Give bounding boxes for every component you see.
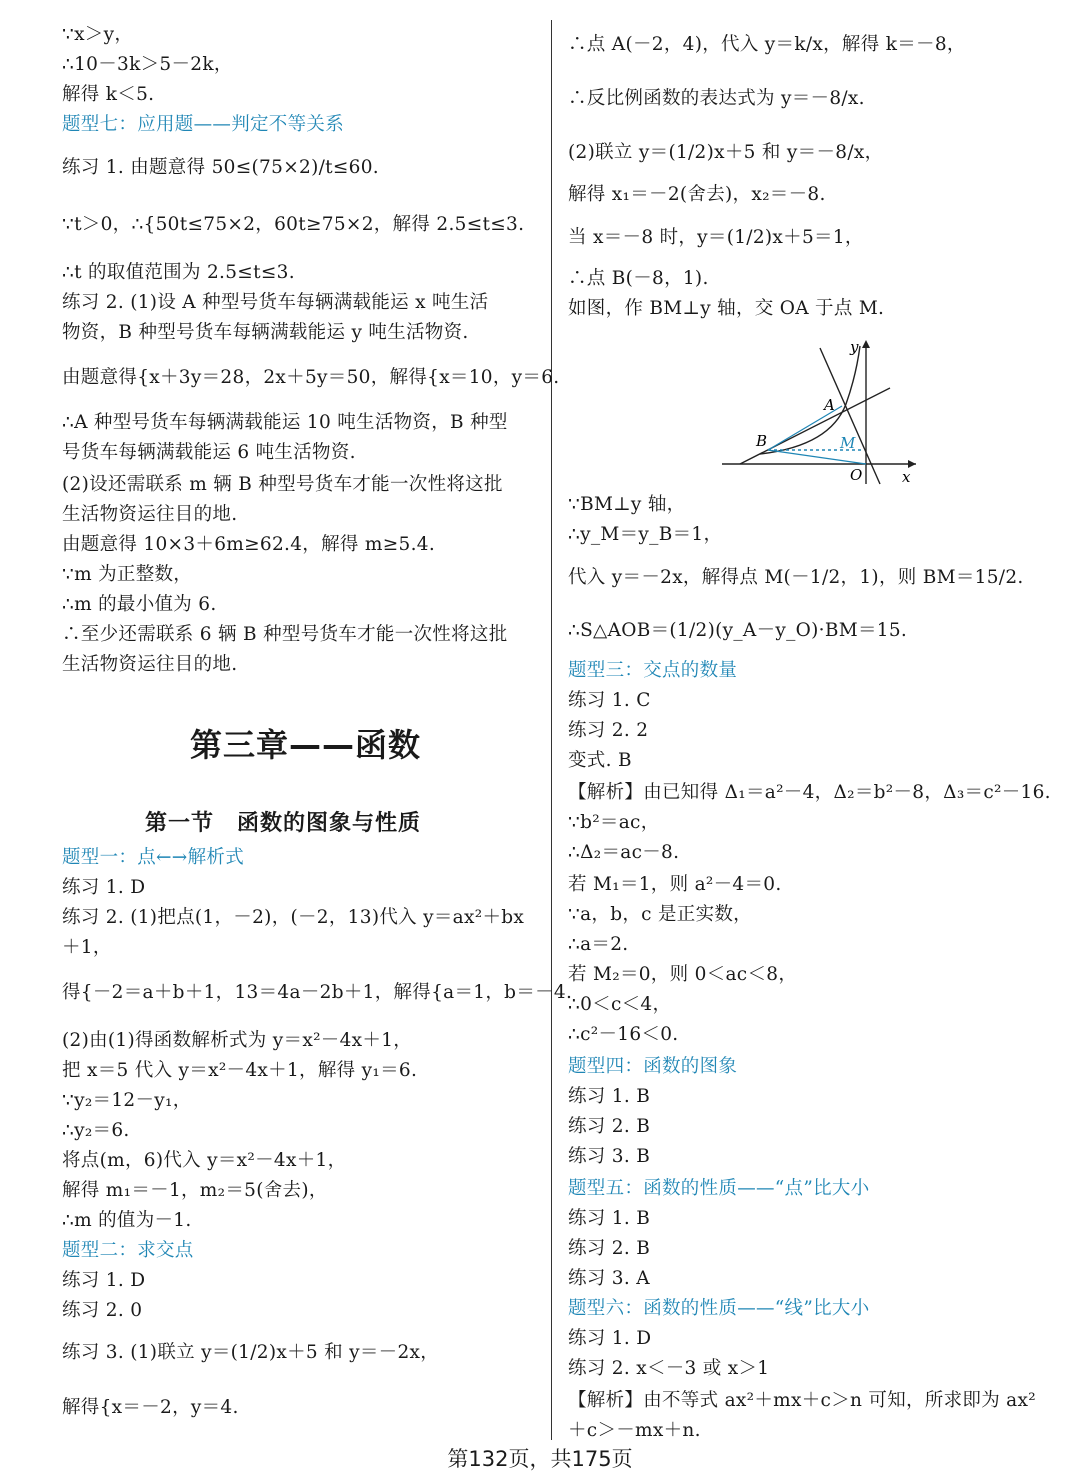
- origin-label: O: [850, 466, 863, 484]
- x-axis-arrow: [908, 460, 916, 468]
- text-line: ∴c²－16＜0.: [568, 1024, 679, 1045]
- y-axis-arrow: [862, 340, 870, 348]
- x-label: x: [902, 468, 911, 486]
- text-line: ∴S△AOB＝(1/2)(y_A－y_O)·BM＝15.: [568, 620, 908, 641]
- text-line: 号货车每辆满载能运 6 吨生活物资.: [62, 442, 356, 463]
- text-line: 练习 2. B: [568, 1116, 651, 1137]
- text-line: ∴点 A(－2，4)，代入 y＝k/x，解得 k＝－8，: [568, 34, 966, 55]
- text-line: 由题意得{x＋3y＝28，2x＋5y＝50，解得{x＝10，y＝6.: [62, 367, 560, 388]
- text-line: 生活物资运往目的地.: [62, 504, 238, 525]
- text-line: ∴y₂＝6.: [62, 1120, 130, 1141]
- segment-bo: [768, 450, 866, 464]
- text-line: 解得 x₁＝－2(舍去)，x₂＝－8.: [568, 184, 826, 205]
- text-line: 【解析】由已知得 Δ₁＝a²－4，Δ₂＝b²－8，Δ₃＝c²－16.: [568, 782, 1051, 803]
- text-line: ∴t 的取值范围为 2.5≤t≤3.: [62, 262, 295, 283]
- text-line: ∴m 的值为－1.: [62, 1210, 192, 1231]
- text-line: (2)联立 y＝(1/2)x＋5 和 y＝－8/x，: [568, 142, 884, 163]
- text-line: 若 M₂＝0，则 0＜ac＜8，: [568, 964, 798, 985]
- text-line: 代入 y＝－2x，解得点 M(－1/2，1)，则 BM＝15/2.: [568, 567, 1024, 588]
- topic-heading: 题型六：函数的性质——“线”比大小: [568, 1298, 870, 1319]
- text-line: 解得{x＝－2，y＝4.: [62, 1397, 239, 1418]
- text-line: 练习 3. B: [568, 1146, 651, 1167]
- text-line: 练习 1. D: [62, 877, 146, 898]
- text-line: 练习 1. 由题意得 50≤(75×2)/t≤60.: [62, 157, 379, 178]
- text-line: 练习 2. (1)设 A 种型号货车每辆满载能运 x 吨生活: [62, 292, 489, 313]
- function-graph-figure: [720, 336, 920, 486]
- text-line: (2)设还需联系 m 辆 B 种型号货车才能一次性将这批: [62, 474, 503, 495]
- text-line: ∵BM⊥y 轴，: [568, 494, 686, 515]
- topic-heading: 题型四：函数的图象: [568, 1056, 738, 1077]
- text-line: 物资，B 种型号货车每辆满载能运 y 吨生活物资.: [62, 322, 469, 343]
- text-line: ∴Δ₂＝ac－8.: [568, 842, 680, 863]
- text-line: 练习 2. x＜－3 或 x＞1: [568, 1358, 770, 1379]
- text-line: 练习 1. B: [568, 1086, 651, 1107]
- text-line: ∴点 B(－8，1).: [568, 268, 709, 289]
- text-line: ∴0＜c＜4，: [568, 994, 672, 1015]
- text-line: ＋1，: [62, 937, 112, 958]
- text-line: ∵t＞0，∴{50t≤75×2，60t≥75×2，解得 2.5≤t≤3.: [62, 214, 525, 235]
- text-line: ∵x＞y，: [62, 24, 134, 45]
- text-line: ∵b²＝ac，: [568, 812, 660, 833]
- text-line: 练习 2. 2: [568, 720, 649, 741]
- text-line: ∵a，b，c 是正实数，: [568, 904, 752, 925]
- line-y-half-x-plus-5: [740, 388, 890, 464]
- section-title: 第一节 函数的图象与性质: [145, 811, 422, 836]
- text-line: ∴至少还需联系 6 辆 B 种型号货车才能一次性将这批: [62, 624, 508, 645]
- text-line: ∵y₂＝12－y₁，: [62, 1090, 192, 1111]
- page-footer: 第132页，共175页: [447, 1447, 633, 1471]
- text-line: 【解析】由不等式 ax²＋mx＋c＞n 可知，所求即为 ax²: [568, 1390, 1036, 1411]
- chapter-title: 第三章——函数: [190, 726, 422, 764]
- text-line: 练习 1. D: [62, 1270, 146, 1291]
- text-line: 解得 k＜5.: [62, 84, 155, 105]
- text-line: 如图，作 BM⊥y 轴，交 OA 于点 M.: [568, 298, 885, 319]
- text-line: ＋c＞－mx＋n.: [568, 1420, 701, 1441]
- y-label: y: [850, 338, 859, 356]
- point-a-label: A: [824, 396, 835, 414]
- text-line: ∴y_M＝y_B＝1，: [568, 524, 723, 545]
- topic-heading: 题型二：求交点: [62, 1240, 194, 1261]
- topic-heading: 题型一：点←→解析式: [62, 847, 245, 868]
- text-line: 若 M₁＝1，则 a²－4＝0.: [568, 874, 782, 895]
- text-line: 练习 1. D: [568, 1328, 652, 1349]
- text-line: ∵m 为正整数，: [62, 564, 193, 585]
- text-line: 练习 1. B: [568, 1208, 651, 1229]
- topic-heading: 题型三：交点的数量: [568, 660, 738, 681]
- text-line: 练习 2. 0: [62, 1300, 143, 1321]
- text-line: 生活物资运往目的地.: [62, 654, 238, 675]
- text-line: 得{－2＝a＋b＋1，13＝4a－2b＋1，解得{a＝1，b＝－4.: [62, 982, 573, 1003]
- text-line: ∴a＝2.: [568, 934, 629, 955]
- text-line: 当 x＝－8 时，y＝(1/2)x＋5＝1，: [568, 227, 864, 248]
- text-line: 由题意得 10×3＋6m≥62.4，解得 m≥5.4.: [62, 534, 436, 555]
- text-line: 解得 m₁＝－1，m₂＝5(舍去)，: [62, 1180, 328, 1201]
- column-divider: [551, 20, 552, 1440]
- text-line: 练习 3. A: [568, 1268, 650, 1289]
- text-line: (2)由(1)得函数解析式为 y＝x²－4x＋1，: [62, 1030, 413, 1051]
- text-line: ∴m 的最小值为 6.: [62, 594, 217, 615]
- point-m-label: M: [840, 434, 856, 452]
- point-b-label: B: [756, 432, 768, 450]
- text-line: 练习 3. (1)联立 y＝(1/2)x＋5 和 y＝－2x，: [62, 1342, 440, 1363]
- text-line: 变式. B: [568, 750, 632, 771]
- text-line: ∴A 种型号货车每辆满载能运 10 吨生活物资，B 种型: [62, 412, 508, 433]
- text-line: 将点(m，6)代入 y＝x²－4x＋1，: [62, 1150, 347, 1171]
- text-line: ∴10－3k＞5－2k，: [62, 54, 233, 75]
- topic-heading: 题型七：应用题——判定不等关系: [62, 114, 345, 135]
- text-line: 练习 1. C: [568, 690, 651, 711]
- topic-heading: 题型五：函数的性质——“点”比大小: [568, 1178, 870, 1199]
- text-line: 练习 2. B: [568, 1238, 651, 1259]
- text-line: 把 x＝5 代入 y＝x²－4x＋1，解得 y₁＝6.: [62, 1060, 418, 1081]
- text-line: ∴反比例函数的表达式为 y＝－8/x.: [568, 88, 865, 109]
- text-line: 练习 2. (1)把点(1，－2)，(－2，13)代入 y＝ax²＋bx: [62, 907, 525, 928]
